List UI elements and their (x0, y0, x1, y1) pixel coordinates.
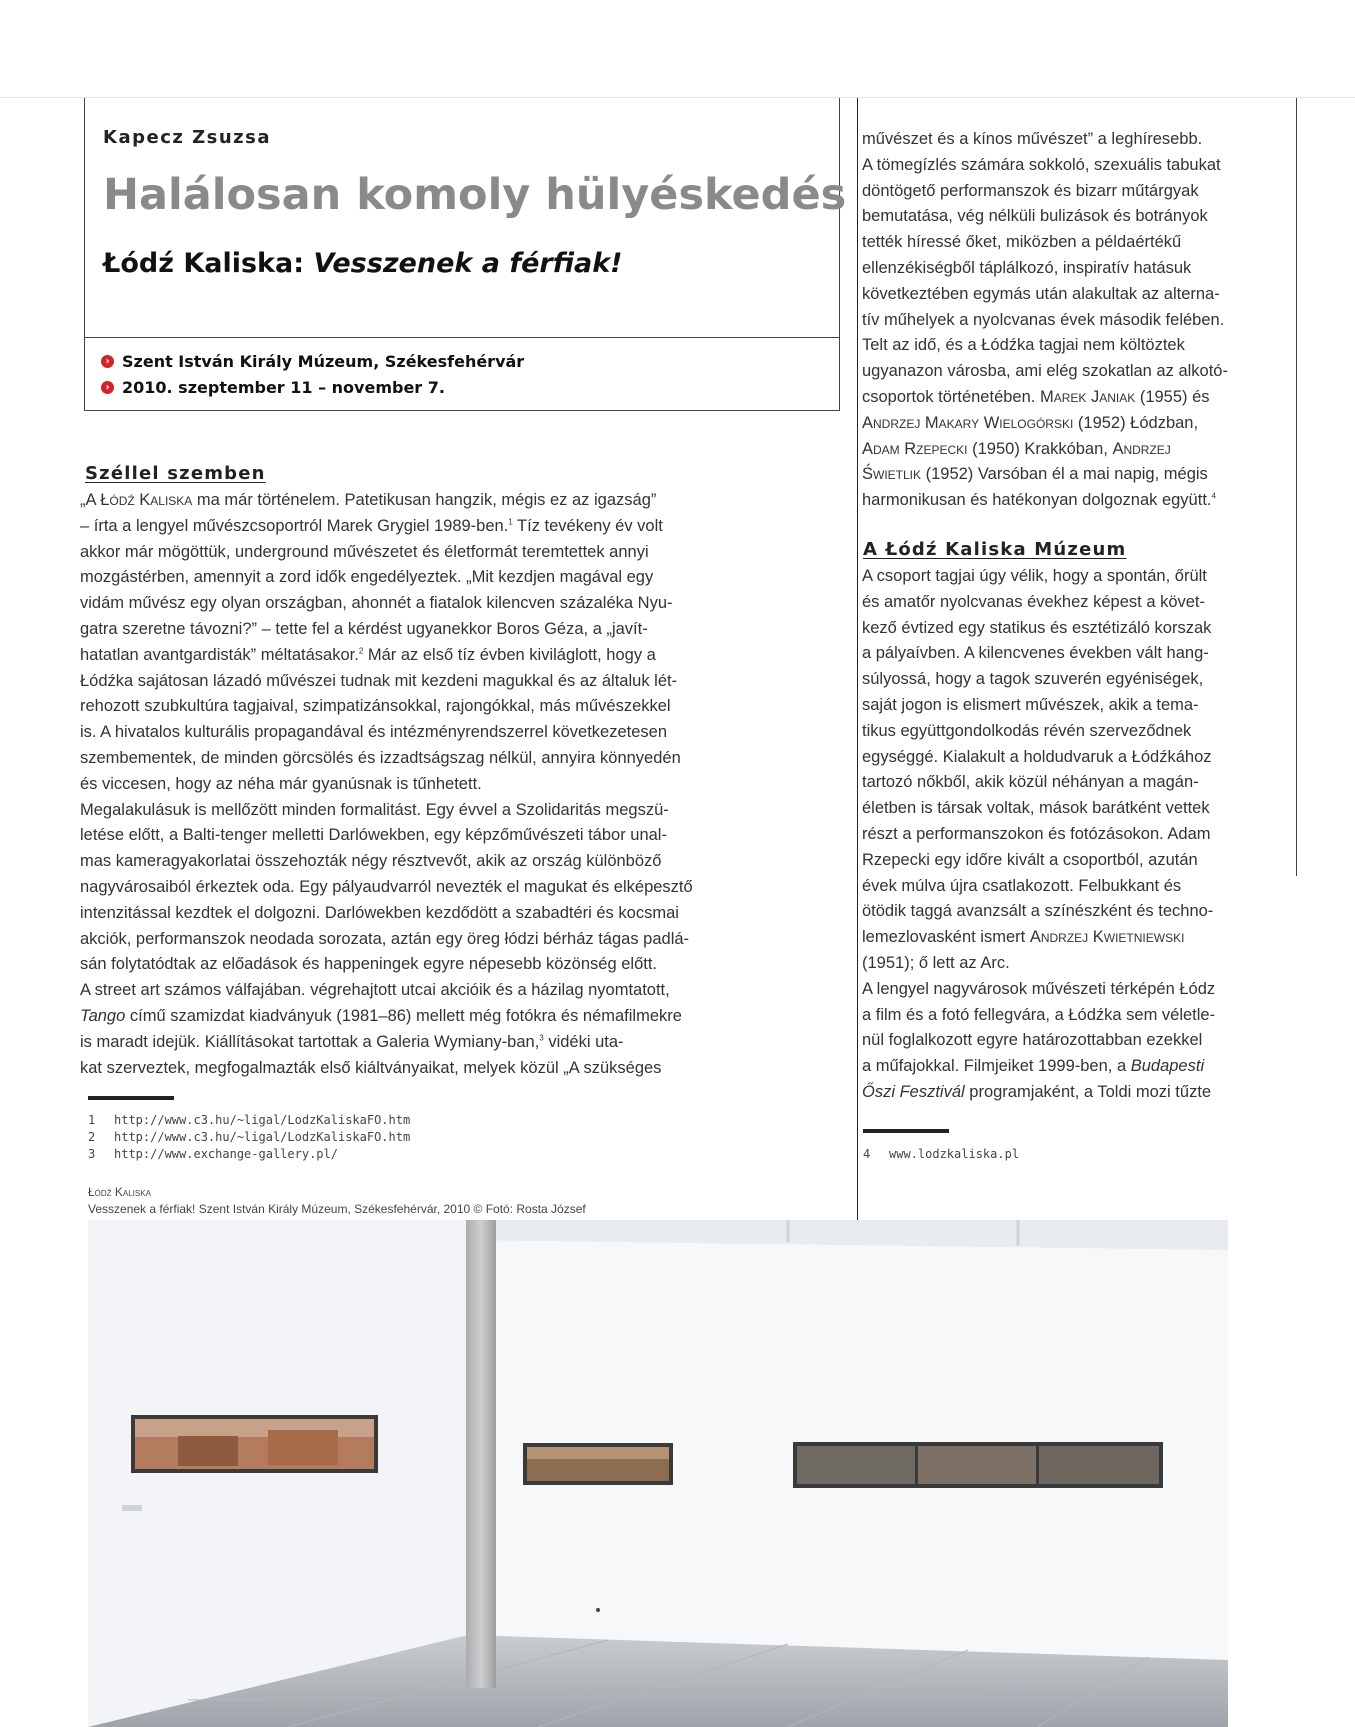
chevron-right-icon: › (101, 381, 114, 394)
text-line: Adam Rzepecki (1950) Krakkóban, Andrzej (862, 439, 1171, 458)
article-title: Halálosan komoly hülyéskedés (103, 170, 847, 220)
dates-line (101, 378, 445, 397)
footnote-rule-left (88, 1096, 174, 1100)
text-line: – írta a lengyel művészcsoportról Marek Grygiel 1989-ben.$^1$ Tíz tevékeny év volt (80, 516, 663, 535)
name-smallcaps: Marek Janiak (1039, 387, 1136, 406)
text-line: mas kameragyakorlatai összehozták négy résztvevőt, akik az ország különböző (80, 852, 662, 871)
text-line: is maradt idejük. Kiállításokat tartottak a Galeria Wymiany-ban,$^3$ vidéki uta- (80, 1032, 624, 1051)
text-line: (1951); ő lett az Arc. (862, 953, 1010, 972)
text-line: gatra szeretne távozni?” – tette fel a kérdést ugyanekkor Boros Géza, a „javít- (80, 619, 648, 638)
dates-text: 2010. szeptember 11 – november 7. (122, 378, 445, 397)
section-heading-right: A Łódź Kaliska Múzeum (863, 539, 1127, 560)
text-line: harmonikusan és hatékonyan dolgoznak együtt.$^4$ (862, 491, 1216, 510)
text-line: rehozott szubkultúra tagjaival, szimpatizánsokkal, rajongókkal, más művészekkel (80, 697, 671, 716)
text-line: a film és a fotó fellegvára, a Łódźka sem véletle- (862, 1005, 1216, 1024)
text-line: és viccesen, hogy az néha már gyanúsnak is tűnhetett. (80, 774, 482, 793)
name-smallcaps: Łódź Kaliska (100, 491, 193, 509)
left-body-text (80, 488, 693, 1081)
page-top-rule (0, 97, 1355, 98)
text-line: akciók, performanszok neodada sorozata, aztán egy öreg łódzi bérház tágas padlá- (80, 929, 690, 948)
text-line: saját jogon is elismert művészek, akik a tema- (862, 695, 1199, 714)
caption-artist: Łódź Kaliska (88, 1185, 151, 1199)
text-line: akkor már mögöttük, underground művészetet és életformát teremtettek annyi (80, 542, 649, 561)
footnote-marker: 2 (358, 646, 364, 656)
right-body-text-bottom (862, 564, 1215, 1106)
text-line: bemutatása, vég nélküli bulizások és botrányok (862, 207, 1208, 226)
text-line: Tango című szamizdat kiadványuk (1981–86) mellett még fotókra és némafilmekre (80, 1006, 682, 1025)
footnotes-right (863, 1146, 1019, 1163)
text-line: tikus együttgondolkodás révén szerveződnek (862, 721, 1192, 740)
text-line: részt a performanszokon és fotózásokon. Adam (862, 824, 1211, 843)
exhibition-photo (88, 1220, 1228, 1727)
text-line: nagyvárosaiból érkeztek oda. Egy pályaudvarról nevezték el magukat és elképesztő (80, 877, 693, 896)
text-line: életben is társak voltak, mások barátként vettek (862, 799, 1210, 818)
text-line: nül foglalkozott egyre határozottabban ezekkel (862, 1031, 1203, 1050)
text-line: hatatlan avantgardisták” méltatásakor.$^2$ Már az első tíz évben kiviláglott, hogy a (80, 645, 656, 664)
text-line: Megalakulásuk is mellőzött minden formalitást. Egy évvel a Szolidaritás megszü- (80, 800, 669, 819)
italic-title: Őszi Fesztivál (862, 1082, 965, 1101)
text-line: a pályaívben. A kilencvenes években vált hang- (862, 644, 1209, 663)
text-line: Andrzej Makary Wielogórski (1952) Łódzban, (862, 413, 1199, 432)
text-line: egységgé. Kialakult a holdudvaruk a Łódźkához (862, 747, 1212, 766)
footnote-number: 4 (863, 1147, 871, 1161)
right-body-text-top (862, 127, 1228, 514)
text-line: szembementek, de minden görcsölés és izzadtságszag nélkül, annyira könnyedén (80, 748, 681, 767)
text-line: következtében egymás után alakultak az alterna- (862, 284, 1220, 303)
venue-line (101, 352, 524, 371)
text-line: A csoport tagjai úgy vélik, hogy a spontán, őrült (862, 567, 1207, 585)
text-line: ötödik taggá avanzsált a színészként és techno- (862, 902, 1214, 921)
header-box-divider (84, 337, 840, 338)
text-line: lemezlovasként ismert Andrzej Kwietniewski (862, 928, 1185, 947)
header-box-left-rule (84, 98, 85, 410)
text-line: A lengyel nagyvárosok művészeti térképén Łódz (862, 979, 1216, 998)
text-line: kat szerveztek, megfogalmazták első kiáltványaikat, melyek közül „A szükséges (80, 1058, 662, 1077)
right-margin-rule (1296, 98, 1297, 876)
author-name: Kapecz Zsuzsa (103, 127, 272, 148)
text-line: vidám művész egy olyan országban, ahonnét a fiatalok kilencven százaléka Nyu- (80, 594, 673, 613)
footnote-item (88, 1129, 410, 1146)
text-line: A street art számos válfajában. végrehajtott utcai akcióik és a házilag nyomtatott, (80, 981, 670, 1000)
column-separator-rule (857, 98, 858, 1220)
footnote-number: 1 (88, 1113, 96, 1127)
footnotes-left (88, 1112, 410, 1163)
text-line: „A Łódź Kaliska ma már történelem. Patetikusan hangzik, mégis ez az igazság” (80, 491, 657, 509)
footnote-url: http://www.exchange-gallery.pl/ (114, 1147, 338, 1161)
text-line: sán folytatódtak az előadások és happeningek egyre népesebb közönség előtt. (80, 955, 657, 974)
text-line: tív műhelyek a nyolcvanas évek második felében. (862, 310, 1225, 329)
footnote-number: 2 (88, 1130, 96, 1144)
text-line: tették híressé őket, miközben a példaértékű (862, 233, 1182, 252)
caption-text: Vesszenek a férfiak! Szent István Király Múzeum, Székesfehérvár, 2010 © Fotó: Rosta József (88, 1202, 586, 1216)
gallery-photo-graphic (88, 1220, 1228, 1727)
name-smallcaps: Andrzej (1112, 439, 1171, 458)
text-line: és amatőr nyolcvanas évekhez képest a követ- (862, 592, 1206, 611)
footnote-marker: 1 (508, 517, 513, 527)
footnote-number: 3 (88, 1147, 96, 1161)
text-line: Telt az idő, és a Łódźka tagjai nem költöztek (862, 336, 1185, 355)
footnote-item (88, 1112, 410, 1129)
subtitle-prefix: Łódź Kaliska: (103, 248, 314, 279)
footnote-marker: 3 (539, 1033, 544, 1043)
article-subtitle (103, 248, 622, 279)
name-smallcaps: Andrzej Kwietniewski (1029, 928, 1185, 947)
text-line: csoportok történetében. Marek Janiak (1955) és (862, 387, 1210, 406)
text-line: Őszi Fesztivál programjaként, a Toldi mozi tűzte (862, 1082, 1212, 1101)
text-line: A tömegízlés számára sokkoló, szexuális tabukat (862, 155, 1221, 174)
text-line: letése előtt, a Balti-tenger melletti Darlówekben, egy képzőművészeti tábor unal- (80, 826, 667, 845)
header-box-right-rule (839, 98, 840, 410)
text-line: Rzepecki egy időre kivált a csoportból, azután (862, 850, 1198, 869)
italic-title: Tango (80, 1006, 126, 1025)
text-line: Łódźka sajátosan lázadó művészei tudnak mit kezdeni magukkal és az általuk lét- (80, 671, 678, 690)
footnote-url: www.lodzkaliska.pl (889, 1147, 1020, 1161)
text-line: művészet és a kínos művészet” a leghíresebb. (862, 130, 1203, 148)
text-line: kező évtized egy statikus és esztétizáló korszak (862, 618, 1212, 637)
text-line: ugyanazon városba, ami elég szokatlan az alkotó- (862, 362, 1228, 381)
text-line: ellenzékiségből táplálkozó, inspiratív hatásuk (862, 258, 1192, 277)
chevron-right-icon: › (101, 355, 114, 368)
subtitle-exhibition-title: Vesszenek a férfiak! (313, 248, 623, 279)
text-line: a műfajokkal. Filmjeiket 1999-ben, a Budapesti (862, 1057, 1205, 1076)
text-line: évek múlva újra csatlakozott. Felbukkant és (862, 876, 1182, 895)
text-line: súlyossá, hogy a tagok szuverén egyéniségek, (862, 670, 1204, 689)
footnote-rule-right (863, 1129, 949, 1133)
name-smallcaps: Adam Rzepecki (862, 439, 968, 458)
text-line: mozgástérben, amennyit a zord idők engedélyeztek. „Mit kezdjen magával egy (80, 568, 654, 587)
name-smallcaps: Andrzej Makary Wielogórski (862, 413, 1074, 432)
footnote-item (88, 1146, 410, 1163)
text-line: Świetlik (1952) Varsóban él a mai napig, mégis (862, 465, 1208, 484)
italic-title: Budapesti (1130, 1057, 1205, 1076)
header-box-bottom-rule (84, 410, 840, 411)
footnote-item (863, 1146, 1019, 1163)
footnote-url: http://www.c3.hu/~ligal/LodzKaliskaFO.htm (114, 1130, 411, 1144)
venue-text: Szent István Király Múzeum, Székesfehérvár (122, 352, 525, 371)
footnote-url: http://www.c3.hu/~ligal/LodzKaliskaFO.htm (114, 1113, 411, 1127)
photo-caption (88, 1184, 586, 1218)
text-line: intenzitással kezdtek el dolgozni. Darlówekben kezdődött a szabadtéri és kocsmai (80, 903, 679, 922)
text-line: tartozó nőkből, akik közül néhányan a magán- (862, 773, 1199, 792)
section-heading-left: Széllel szemben (85, 463, 266, 484)
text-line: döntögető performanszok és bizarr műtárgyak (862, 181, 1199, 200)
footnote-marker: 4 (1211, 491, 1216, 501)
name-smallcaps: Świetlik (862, 465, 922, 484)
text-line: is. A hivatalos kulturális propagandával és intézményrendszerrel következetesen (80, 723, 667, 742)
